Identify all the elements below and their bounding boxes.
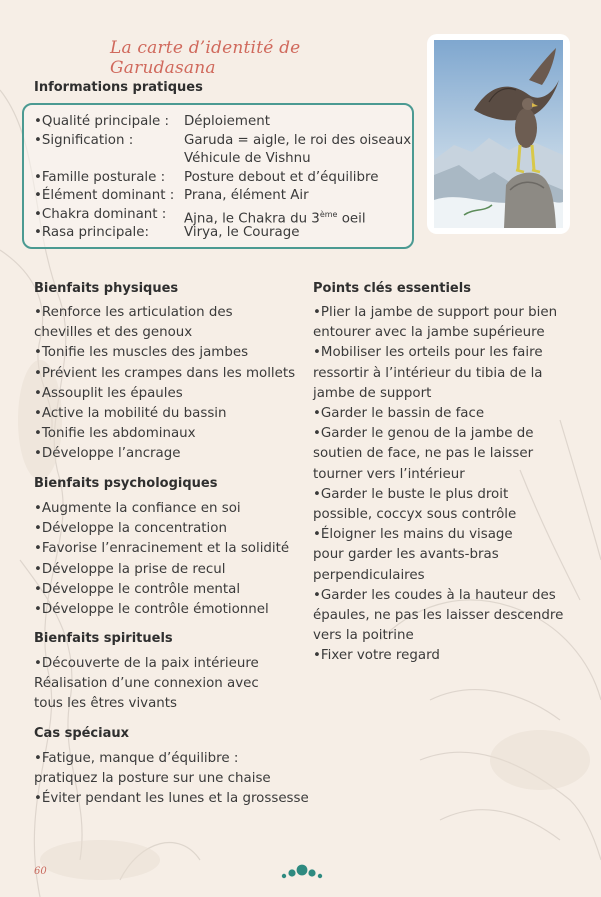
info-label: •Chakra dominant :	[34, 206, 167, 222]
spiritual-benefits-list	[34, 654, 259, 715]
list-item: vers la poitrine	[313, 628, 414, 644]
list-item: soutien de face, ne pas le laisser	[313, 446, 534, 462]
chakra-value-text: Ajna, le Chakra du 3	[184, 210, 320, 226]
list-item: Réalisation d’une connexion avec	[34, 676, 259, 692]
info-heading: Informations pratiques	[34, 80, 203, 95]
list-item: entourer avec la jambe supérieure	[313, 325, 545, 341]
info-label: •Famille posturale :	[34, 169, 166, 185]
list-item: •Augmente la confiance en soi	[34, 501, 241, 516]
eagle-illustration	[427, 34, 570, 234]
list-item: •Prévient les crampes dans les mollets	[34, 365, 296, 381]
list-item: •Découverte de la paix intérieure	[34, 656, 259, 671]
list-item: •Garder le genou de la jambe de	[313, 426, 534, 442]
list-item: tous les êtres vivants	[34, 696, 178, 712]
list-item: épaules, ne pas les laisser descendre	[313, 608, 564, 624]
list-item: •Éviter pendant les lunes et la grossesse	[34, 791, 309, 807]
info-value: Véhicule de Vishnu	[184, 151, 311, 166]
list-item: •Fixer votre regard	[313, 648, 440, 664]
psychological-benefits-heading: Bienfaits psychologiques	[34, 476, 218, 491]
chakra-value-superscript: ème	[319, 209, 338, 219]
key-points-heading: Points clés essentiels	[313, 281, 471, 296]
key-points-list	[313, 303, 563, 667]
spiritual-benefits-heading: Bienfaits spirituels	[34, 631, 173, 646]
chakra-value-end: oeil	[337, 210, 366, 226]
list-item: •Développe la prise de recul	[34, 561, 226, 577]
physical-benefits-list	[34, 303, 295, 465]
page-number: 60	[34, 866, 47, 877]
list-item: •Garder les coudes à la hauteur des	[313, 587, 556, 603]
info-label: •Signification :	[34, 132, 134, 148]
psychological-benefits-list	[34, 499, 289, 620]
eagle-on-rock-icon	[434, 40, 563, 228]
info-value: Virya, le Courage	[184, 225, 300, 240]
info-label: •Qualité principale :	[34, 114, 170, 129]
info-value: Prana, élément Air	[184, 188, 309, 203]
list-item: •Développe le contrôle émotionnel	[34, 602, 269, 618]
list-item: •Renforce les articulation des	[34, 305, 233, 320]
list-item: possible, coccyx sous contrôle	[313, 507, 517, 523]
list-item: •Fatigue, manque d’équilibre :	[34, 751, 239, 766]
info-value: Posture debout et d’équilibre	[184, 169, 379, 185]
list-item: •Éloigner les mains du visage	[313, 527, 513, 543]
list-item: tourner vers l’intérieur	[313, 466, 465, 482]
page-title: La carte d’identité de Garudasana	[110, 38, 301, 78]
list-item: ressortir à l’intérieur du tibia de la	[313, 365, 543, 381]
special-cases-heading: Cas spéciaux	[34, 726, 130, 741]
info-value: Garuda = aigle, le roi des oiseaux	[184, 132, 412, 148]
list-item: •Plier la jambe de support pour bien	[313, 305, 558, 320]
list-item: •Favorise l’enracinement et la solidité	[34, 541, 290, 557]
list-item: •Développe l’ancrage	[34, 446, 181, 462]
list-item: •Assouplit les épaules	[34, 385, 183, 401]
list-item: •Tonifie les muscles des jambes	[34, 345, 249, 361]
info-label: •Élément dominant :	[34, 188, 175, 203]
list-item: pour garder les avants-bras	[313, 547, 499, 563]
list-item: chevilles et des genoux	[34, 325, 193, 341]
info-value: Déploiement	[184, 114, 270, 129]
info-label: •Rasa principale:	[34, 225, 150, 240]
list-item: •Développe la concentration	[34, 521, 227, 537]
list-item: pratiquez la posture sur une chaise	[34, 771, 271, 787]
list-item: •Garder le buste le plus droit	[313, 486, 509, 502]
list-item: jambe de support	[313, 385, 432, 401]
physical-benefits-heading: Bienfaits physiques	[34, 281, 179, 296]
special-cases-list	[34, 749, 309, 810]
list-item: perpendiculaires	[313, 567, 425, 583]
list-item: •Active la mobilité du bassin	[34, 406, 227, 422]
dots-ornament-icon	[280, 863, 324, 881]
list-item: •Garder le bassin de face	[313, 406, 485, 422]
list-item: •Mobiliser les orteils pour les faire	[313, 345, 543, 361]
info-box	[22, 103, 414, 249]
list-item: •Développe le contrôle mental	[34, 581, 241, 597]
list-item: •Tonifie les abdominaux	[34, 426, 196, 442]
